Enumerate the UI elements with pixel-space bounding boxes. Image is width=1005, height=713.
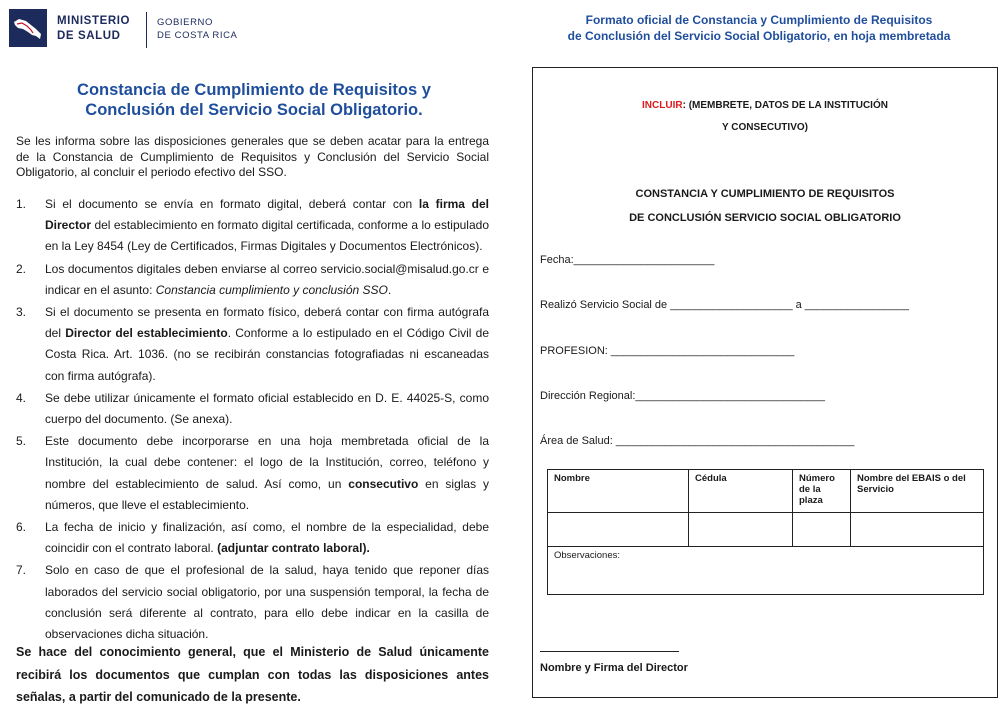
observaciones-cell: Observaciones: — [548, 547, 984, 595]
signature-label: Nombre y Firma del Director — [540, 662, 688, 674]
profesion-field: PROFESION: ______________________________ — [540, 345, 795, 357]
rule-text: del establecimiento en formato digital certificada, conforme a lo estipulado en la Ley 8454 (Ley de Certificados, Firmas Digitales y Documentos Electrónicos). — [45, 218, 489, 254]
format-title-line1: Formato oficial de Constancia y Cumplimiento de Requisitos — [585, 13, 933, 27]
ministry-name-line2: DE SALUD — [57, 30, 121, 42]
page-title-line2: Conclusión del Servicio Social Obligatorio. — [85, 101, 423, 119]
rule-text: Este documento debe incorporarse en una hoja membretada oficial de la Institución, la cual debe contener: el logo de la Institución, correo, teléfono y nombre del establecimiento de salud. Así como, un — [45, 434, 489, 491]
format-title — [530, 12, 988, 44]
column-header: Nombre — [548, 470, 689, 513]
rule-number: 7. — [16, 563, 27, 578]
rule-item — [16, 560, 489, 645]
table-cell — [548, 513, 689, 547]
table-cell — [689, 513, 793, 547]
rule-emphasis: (adjuntar contrato laboral). — [217, 541, 370, 556]
rule-text: Solo en caso de que el profesional de la salud, haya tenido que reponer días laborados del servicio social obligatorio, por una suspensión temporal, la fecha de conclusión será diferente al contrato, para ello debe indicar en la casilla de observaciones dicha situación. — [45, 563, 489, 642]
observaciones-row — [548, 547, 984, 595]
rule-emphasis: Constancia cumplimiento y conclusión SSO — [155, 282, 388, 297]
rule-text: Los documentos digitales deben enviarse al correo servicio.social@misalud.go.cr e indicar en el asunto: — [45, 261, 489, 297]
rules-list — [16, 194, 489, 646]
rule-emphasis: Director del establecimiento — [65, 326, 228, 341]
rule-number: 2. — [16, 261, 27, 276]
header-divider — [146, 12, 147, 48]
form-title-line1: CONSTANCIA Y CUMPLIMIENTO DE REQUISITOS — [635, 188, 895, 200]
rule-number: 4. — [16, 390, 27, 405]
include-text: : (MEMBRETE, DATOS DE LA INSTITUCIÓN — [682, 100, 888, 111]
table-cell — [793, 513, 851, 547]
rule-number: 3. — [16, 305, 27, 320]
table-header-row — [548, 470, 984, 513]
rule-number: 5. — [16, 434, 27, 449]
closing-statement: Se hace del conocimiento general, que el Ministerio de Salud únicamente recibirá los documentos que cumplan con todas las disposiciones antes señalas, a partir del comunicado de la presente. — [16, 645, 489, 704]
rule-item — [16, 431, 489, 516]
government-name-line1: GOBIERNO — [157, 17, 214, 28]
include-note — [533, 95, 997, 139]
costa-rica-map-icon — [9, 9, 47, 47]
area-salud-field: Área de Salud: _______________________________________ — [540, 435, 855, 447]
intro-paragraph: Se les informa sobre las disposiciones generales que se deben acatar para la entrega de la Constancia de Cumplimiento de Requisitos y Conclusión del Servicio Social Obligatorio, al concluir el periodo efectivo del SSO. — [16, 134, 489, 179]
column-header: Cédula — [689, 470, 793, 513]
table-cell — [851, 513, 984, 547]
rule-item — [16, 517, 489, 559]
ministry-logo — [9, 9, 47, 47]
fecha-field: Fecha:_______________________ — [540, 254, 715, 266]
include-text-line2: Y CONSECUTIVO) — [722, 122, 808, 133]
column-header: Número de la plaza — [793, 470, 851, 513]
form-title — [533, 182, 997, 230]
ministry-name — [57, 14, 130, 44]
format-title-line2: de Conclusión del Servicio Social Obligatorio, en hoja membretada — [567, 29, 951, 43]
direccion-regional-field: Dirección Regional:_______________________________ — [540, 390, 826, 402]
rule-item — [16, 194, 489, 258]
form-title-line2: DE CONCLUSIÓN SERVICIO SOCIAL OBLIGATORIO — [629, 212, 901, 224]
rule-item — [16, 259, 489, 301]
government-name — [157, 16, 237, 42]
form-template — [532, 67, 998, 698]
ministry-name-line1: MINISTERIO — [57, 15, 131, 27]
rule-number: 1. — [16, 197, 27, 211]
signature-line — [540, 651, 679, 652]
rule-text: Si el documento se envía en formato digital, deberá contar con — [45, 197, 419, 211]
column-header: Nombre del EBAIS o del Servicio — [851, 470, 984, 513]
rule-text: . — [387, 282, 392, 297]
rule-item — [16, 302, 489, 387]
rule-emphasis: la firma del Director — [45, 197, 489, 233]
rule-text: La fecha de inicio y finalización, así como, el nombre de la especialidad, debe coincidir con el contrato laboral. — [45, 520, 489, 556]
page-title-line1: Constancia de Cumplimiento de Requisitos y — [77, 81, 431, 99]
government-name-line2: DE COSTA RICA — [157, 30, 238, 41]
rule-item — [16, 388, 489, 430]
servicio-social-field: Realizó Servicio Social de ____________________ a _________________ — [540, 299, 909, 311]
rule-text: en siglas y números, que lleve el establecimiento. — [45, 476, 489, 512]
rule-emphasis: consecutivo — [348, 476, 419, 491]
rule-text: . Conforme a lo estipulado en el Código Civil de Costa Rica. Art. 1036. (no se recibirán constancias fotografiadas ni escaneadas con firma autógrafa). — [45, 326, 489, 383]
rule-number: 6. — [16, 520, 27, 535]
include-label: INCLUIR — [642, 100, 683, 111]
rule-text: Se debe utilizar únicamente el formato oficial establecido en D. E. 44025-S, como cuerpo del documento. (Se anexa). — [45, 390, 489, 427]
table-row — [548, 513, 984, 547]
rule-text: Si el documento se presenta en formato físico, deberá contar con firma autógrafa del — [45, 305, 489, 341]
page-title — [20, 80, 488, 120]
data-table — [547, 469, 984, 595]
